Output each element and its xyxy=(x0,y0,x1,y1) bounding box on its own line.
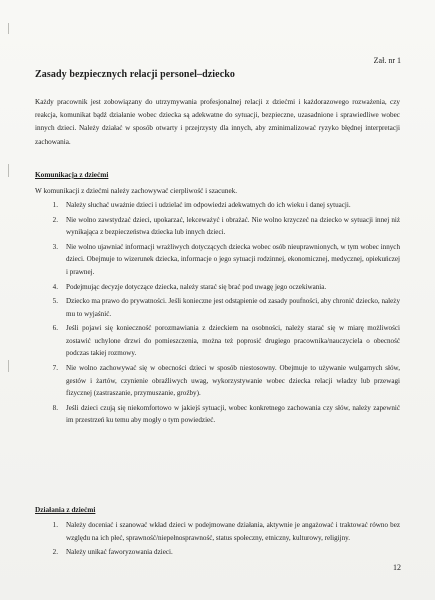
list-item-number: 3. xyxy=(52,242,58,251)
left-edge-mark-bottom xyxy=(8,360,9,372)
list-item xyxy=(42,402,400,427)
section-lead-communication: W komunikacji z dziećmi należy zachowywać cierpliwość i szacunek. xyxy=(35,187,238,195)
section-heading-activities: Działania z dziećmi xyxy=(35,505,96,514)
list-item-text: Nie wolno ujawniać informacji wrażliwych dotyczących dziecka wobec osób nieuprawnionych, w tym wobec innych dzieci. Obejmuje to wizerunek dziecka, informacje o jego sytuacji rodzinnej, ekonomicznej, medycznej, opiekuńczej i prawnej. xyxy=(66,242,400,276)
list-item xyxy=(42,214,400,239)
left-edge-mark-top xyxy=(8,23,9,34)
list-item-text: Podejmując decyzje dotyczące dziecka, należy starać się brać pod uwagę jego oczekiwania. xyxy=(66,282,327,291)
list-item-number: 5. xyxy=(52,297,58,306)
list-item-text: Jeśli pojawi się konieczność porozmawiania z dzieckiem na osobności, należy starać się w miarę możliwości zostawić uchylone drzwi do pomieszczenia, można też poprosić drugiego pracownika/nauczyciela o obecność podczas takiej rozmowy. xyxy=(66,324,400,358)
list-item-text: Nie wolno zachowywać się w obecności dzieci w sposób niestosowny. Obejmuje to używanie wulgarnych słów, gestów i żartów, czynienie obraźliwych uwag, wykorzystywanie wobec dziecka relacji władzy lub przewagi fizycznej (zastraszanie, przymuszanie, groźby). xyxy=(66,364,400,398)
list-item xyxy=(42,322,400,360)
intro-paragraph: Każdy pracownik jest zobowiązany do utrzymywania profesjonalnej relacji z dziećmi i każdorazowego rozważenia, czy reakcja, komunikat bądź działanie wobec dziecka są adekwatne do sytuacji, bezpieczne, uzasadnione i sprawiedliwe wobec innych dzieci. Należy działać w sposób otwarty i przejrzysty dla innych, aby zminimalizować ryzyko błędnej interpretacji zachowania. xyxy=(35,98,400,146)
list-item-number: 2. xyxy=(52,548,58,557)
list-item-text: Dziecko ma prawo do prywatności. Jeśli konieczne jest odstąpienie od zasady poufności, aby chronić dziecko, należy mu to wyjaśnić. xyxy=(66,297,400,318)
list-item xyxy=(42,519,400,544)
list-item xyxy=(42,546,400,559)
list-item-text: Należy unikać faworyzowania dzieci. xyxy=(66,548,173,557)
list-item-number: 1. xyxy=(52,201,58,209)
page-number: 12 xyxy=(393,563,401,572)
section-heading-communication: Komunikacja z dziećmi xyxy=(35,170,109,179)
activities-rules-list xyxy=(42,519,400,561)
list-item xyxy=(42,362,400,400)
list-item-number: 8. xyxy=(52,403,58,412)
communication-rules-list xyxy=(42,199,400,429)
list-item xyxy=(42,241,400,279)
list-item-number: 1. xyxy=(52,521,58,529)
left-edge-mark-middle xyxy=(8,164,9,177)
list-item-text: Należy doceniać i szanować wkład dzieci w podejmowane działania, aktywnie je angażować i traktować równo bez względu na ich płeć, sprawność/niepełnosprawność, status społeczny, etniczny, kulturowy, religijny. xyxy=(66,521,400,542)
list-item-number: 4. xyxy=(52,282,58,291)
list-item-text: Jeśli dzieci czują się niekomfortowo w jakiejś sytuacji, wobec konkretnego zachowania czy słów, należy zapewnić im przestrzeń ku temu aby mogły o tym powiedzieć. xyxy=(66,403,400,425)
list-item xyxy=(42,281,400,294)
list-item xyxy=(42,295,400,320)
list-item-number: 7. xyxy=(52,364,58,373)
list-item-text: Należy słuchać uważnie dzieci i udzielać im odpowiedzi adekwatnych do ich wieku i danej sytuacji. xyxy=(66,201,351,209)
list-item-text: Nie wolno zawstydzać dzieci, upokarzać, lekceważyć i obrażać. Nie wolno krzyczeć na dziecko w sytuacji innej niż wynikająca z bezpieczeństwa dziecka lub innych dzieci. xyxy=(66,215,400,237)
list-item xyxy=(42,199,400,212)
attachment-label: Zał. nr 1 xyxy=(373,56,401,65)
document-title: Zasady bezpiecznych relacji personel–dziecko xyxy=(35,69,236,80)
list-item-number: 2. xyxy=(52,215,58,224)
list-item-number: 6. xyxy=(52,324,58,333)
